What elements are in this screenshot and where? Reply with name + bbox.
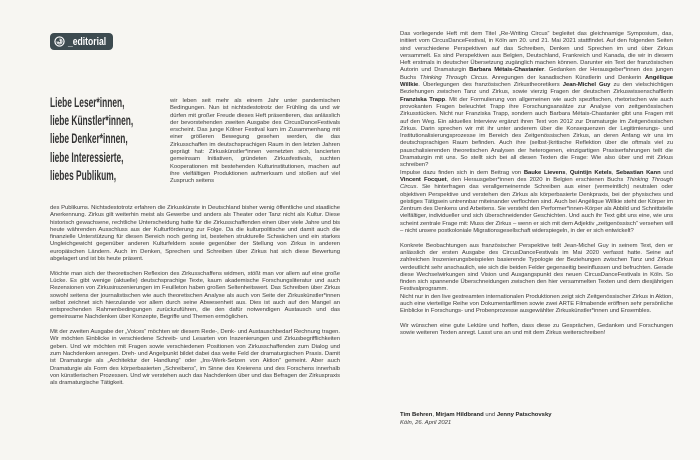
signature-authors bbox=[400, 411, 552, 419]
text-run: , bbox=[565, 169, 570, 176]
bold-name: Tim Behren bbox=[400, 412, 433, 418]
bold-name: Barbara Métais-Chastanier bbox=[469, 67, 545, 74]
section-label: _editorial bbox=[68, 35, 107, 48]
bold-name: Jean-Michel Guy bbox=[562, 82, 611, 89]
bold-name: Quintijn Ketels bbox=[569, 169, 612, 176]
body-paragraph bbox=[400, 294, 673, 316]
swirl-logo-icon bbox=[54, 36, 65, 47]
body-paragraph bbox=[50, 205, 340, 263]
bold-name: Jenny Patschovsky bbox=[496, 412, 552, 418]
body-paragraph bbox=[400, 243, 673, 294]
text-run: , den Herausgeber*innen des 2020 in Belgien erschienen Buchs bbox=[446, 176, 627, 183]
book-title: Thinking Through Circus bbox=[400, 176, 673, 191]
bold-name: Angélique Willkie bbox=[400, 74, 673, 89]
bold-name: Bauke Lievens bbox=[523, 169, 566, 176]
section-badge bbox=[50, 33, 113, 50]
body-paragraph bbox=[50, 329, 340, 387]
text-run: und bbox=[660, 169, 673, 176]
greeting-line: Liebe Leser*innen, bbox=[50, 95, 125, 110]
text-run: Mit der zweiten Ausgabe der „Voices“ möchten wir diesem Rede-, Denk- und Austauschbedarf Rechnung tragen. Wir möchten Einblicke in verschiedene Schreib- und Lesarten von Inszenierungen und Zirkusbegrifflichkeiten geben. Und wir möchten mit Fragen sowie verschiedenen Positionen von Zirkusschaffenden zum Dialog und zum Nachdenken anregen. Dreh- und Angelpunkt bildet dabei das weite Feld der dramaturgischen Praxis. Damit ist Dramaturgie als „Architektur der Handlung“ oder „Ins-Werk-Setzen von Aktion“ gemeint. Aber auch Dramaturgie als Form des körperbasierten „Schreibens“, im Sinne des Kreierens und des Forschens innerhalb von künstlerischen Prozessen. Und wir verstehen auch das Nachdenken über und das Befragen der Zirkuspraxis als dramaturgische Tätigkeit. bbox=[50, 329, 340, 387]
greeting-line: liebe Interessierte, bbox=[50, 149, 124, 165]
text-run: und bbox=[483, 412, 497, 418]
bold-name: Sebastian Kann bbox=[616, 169, 661, 176]
bold-name: Mirjam Hildbrand bbox=[435, 412, 484, 418]
text-run: , bbox=[611, 169, 617, 176]
body-paragraph bbox=[400, 170, 673, 236]
greeting-line: liebe Künstler*innen, bbox=[50, 113, 134, 129]
text-run: , bbox=[432, 412, 436, 418]
text-run: . Überlegungen des französischen Zirkustheoretikers bbox=[418, 82, 563, 89]
text-run: des Publikums. Nichtsdestotrotz erfahren die Zirkuskünste in Deutschland bisher wenig öffentliche und staatliche Anerkennung. Zirkus gilt weiterhin meist als Gewerbe und anders als Theater oder Tanz nicht als Kultur. Diese historisch gewachsene, rechtliche Unterscheidung hatte für die Zirkusschaffenden einen über viele Jahre und bis heute währenden Ausschluss aus der Kulturförderung zur Folge. Da die kulturpolitische und damit auch die finanzielle Unterstützung für diesen Bereich noch gering ist, bestehen strukturelle Schwächen und ein starkes Ungleichgewicht gegenüber anderen Kulturfeldern sowie gegenüber der Stellung von Zirkus in anderen europäischen Ländern. Auch im Denken, Sprechen und Schreiben über Zirkus hat sich diese Bewertung abgelagert und ist bis heute präsent. bbox=[50, 205, 340, 263]
place-date: Köln, 26. April 2021 bbox=[400, 420, 452, 426]
right-body-text bbox=[400, 31, 673, 345]
body-paragraph bbox=[400, 323, 673, 338]
text-run: . Gedanken der Herausgeber*innen des jungen Buchs bbox=[400, 67, 673, 81]
body-paragraph bbox=[400, 31, 673, 170]
left-body-text bbox=[50, 205, 340, 395]
greeting-line: liebes Publikum, bbox=[50, 167, 117, 183]
text-run: Wir wünschen eine gute Lektüre und hoffen, dass diese zu Gesprächen, Gedanken und Forschungen sowie weiteren Texten anregt. Lasst uns an und mit dem Zirkus weiterschreiben! bbox=[400, 322, 673, 337]
text-run: . Anregungen der kanadischen Künstlerin und Denkerin bbox=[486, 74, 645, 81]
greeting-heading bbox=[50, 94, 184, 185]
body-paragraph bbox=[50, 271, 340, 322]
text-run: Konkrete Beobachtungen aus französischer Perspektive teilt Jean-Michel Guy in seinem Text, den er anlässlich der ersten Ausgabe des CircusDanceFestivals im Mai 2020 verfasst hatte. Seine auf zahlreichen Inszenierungsbeispielen basierende Typologie der Beziehungen zwischen Tanz und Zirkus verdeutlicht sehr anschaulich, wie sich die beiden Felder gegenseitig beeinflussen und befruchten. Gerade diese Wechselwirkungen sind Vision und Ausgangspunkt des neuen CircusDanceFestivals in Köln. So finden sich spannende Überschneidungen zwischen den hier versammelten Texten und dem diesjährigen Festivalprogramm. bbox=[400, 242, 673, 293]
signature-block bbox=[400, 411, 552, 427]
bold-name: Vincent Focquet bbox=[400, 176, 447, 183]
text-run: Nicht nur in den live gestreamten internationalen Produktionen zeigt sich Zeitgenössischer Zirkus in Aktion, auch eine vierteilige Reihe von Dokumentarfilmen sowie zwei ARTE Filmabende eröffnen sehr persönliche Einblicke in Forschungs- und Probenprozesse ausgewählter Zirkuskünstler*innen und Ensembles. bbox=[400, 293, 673, 315]
text-run: Das vorliegende Heft mit dem Titel „Re-Writing Circus“ begleitet das gleichnamige Symposium, das, initiiert vom CircusDanceFestival, in Köln am 20. und 21. Mai 2021 stattfindet. Auf den folgenden Seiten sind verschiedene Perspektiven auf das Schreiben, Denken und Sprechen im und über Zirkus versammelt. Es sind Perspektiven aus Belgien, Deutschland, Frankreich und Kanada, die wir in diesem Heft erstmals in deutscher Übersetzung zugänglich machen können. Darunter ein Text der französischen Autorin und Dramaturgin bbox=[400, 31, 673, 74]
text-run: Möchte man sich der theoretischen Reflexion des Zirkusschaffens widmen, stößt man vor allem auf eine große Lücke. Es gibt wenige (aktuelle) deutschsprachige Texte, kaum akademische Forschungsliteratur und auch Rezensionen von Zirkusinszenierungen im Feuilleton haben großen Seltenheitswert. Das Schreiben über Zirkus sowohl seitens der journalistischen wie auch theoretischen Analyse als auch von Seite der Zirkuskünstler*innen selbst zeichnet sich hierzulande vor allem durch seine Abwesenheit aus. Dies ist auch auf den Mangel an entsprechenden Rahmenbedingungen zurückzuführen, die den dafür notwendigen Austausch und das gemeinsame Nachdenken über Konzepte, Begriffe und Themen ermöglichen. bbox=[50, 270, 340, 321]
right-page bbox=[350, 0, 700, 460]
book-title: Thinking Through Circus bbox=[419, 74, 487, 81]
text-run: . Mit der Formulierung von allgemeinen wie auch spezifischen, rhetorischen wie auch provokanten Fragen beleuchtet Trapp ihre Forschungsansätze zur Analyse von zeitgenössischen Zirkusstücken. Nicht nur Franziska Trapp, sondern auch Barbara Métais-Chastanier gibt uns Fragen mit auf den Weg. Ein aktuelles Interview ergänzt ihren Text von 2012 zur Dramaturgie im Zeitgenössischen Zirkus. Darin sprechen wir mit ihr unter anderem über die Konsequenzen der Legitimierungs- und Institutionalisierungsprozesse im Bereich des Zeitgenössischen Zirkus, an deren Anfang wir uns im deutschsprachigen Raum befinden. Auch ihre (selbst-)kritische Reflektion über die oftmals viel zu pauschalisierenden theoretischen Analysen der heterogenen, einzigartigen Praxiserfahrungen teilt die Dramaturgin mit uns. So stellt sich bei all diesen Texten die Frage: Wie also über und mit Zirkus schreiben? bbox=[400, 96, 674, 169]
intro-paragraph: wir leben seit mehr als einem Jahr unter pandemischen Bedingungen. Nun ist nichtsdestotrotz der Frühling da und wir dürfen mit großer Freude dieses Heft präsentieren, das anlässlich der bevorstehenden zweiten Ausgabe des CircusDanceFestivals erscheint. Das junge Kölner Festival kam im Zusammenhang mit einer größeren Bewegung gesehen werden, die das Zirkusschaffen im deutschsprachigen Raum in den letzten Jahren geprägt hat: Zirkuskünstler*innen vernetzten sich, lancierten gemeinsam Initiativen, gründeten Zirkusfestivals, suchten Kooperationen mit bestehenden Kulturinstitutionen, machen auf ihre vielfältigen Produktionen aufmerksam und stoßen auf viel Zuspruch seitens bbox=[170, 98, 340, 185]
text-run: . Sie hinterfragen das verallgemeinernde Schreiben aus einer (vermeintlich) neutralen oder objektiven Perspektive und verstehen den Zirkus als körperbasierte Denkpraxis, bei der physisches und geistiges Tätigsein untrennbar miteinander verflochten sind. Auch bei Angélique Willkie steht der Körper im Zentrum des Denkens und Arbeitens. Sie versteht den Performer*innen-Körper als Abbild und Schnittstelle vielfältiger, individueller und sich überschneidender Geschichten. Und auch ihr Text gibt uns eine, wie uns scheint zentrale Frage mit: Muss der Zirkus – wenn er sich mit dem Adjektiv „zeitgenössisch“ versehen will – nicht unsere postkoloniale Migrationsgesellschaft widerspiegeln, in der er sich entwickelt? bbox=[400, 184, 673, 235]
bold-name: Franziska Trapp bbox=[400, 96, 446, 103]
text-run: Impulse dazu finden sich in dem Beitrag von bbox=[400, 169, 524, 176]
greeting-line: liebe Denker*innen, bbox=[50, 131, 128, 147]
text-run: zu den vielschichtigen Beziehungen zwischen Tanz und Zirkus, sowie vierzig Fragen der deutschen Zirkuswissenschaftlerin bbox=[400, 82, 674, 96]
